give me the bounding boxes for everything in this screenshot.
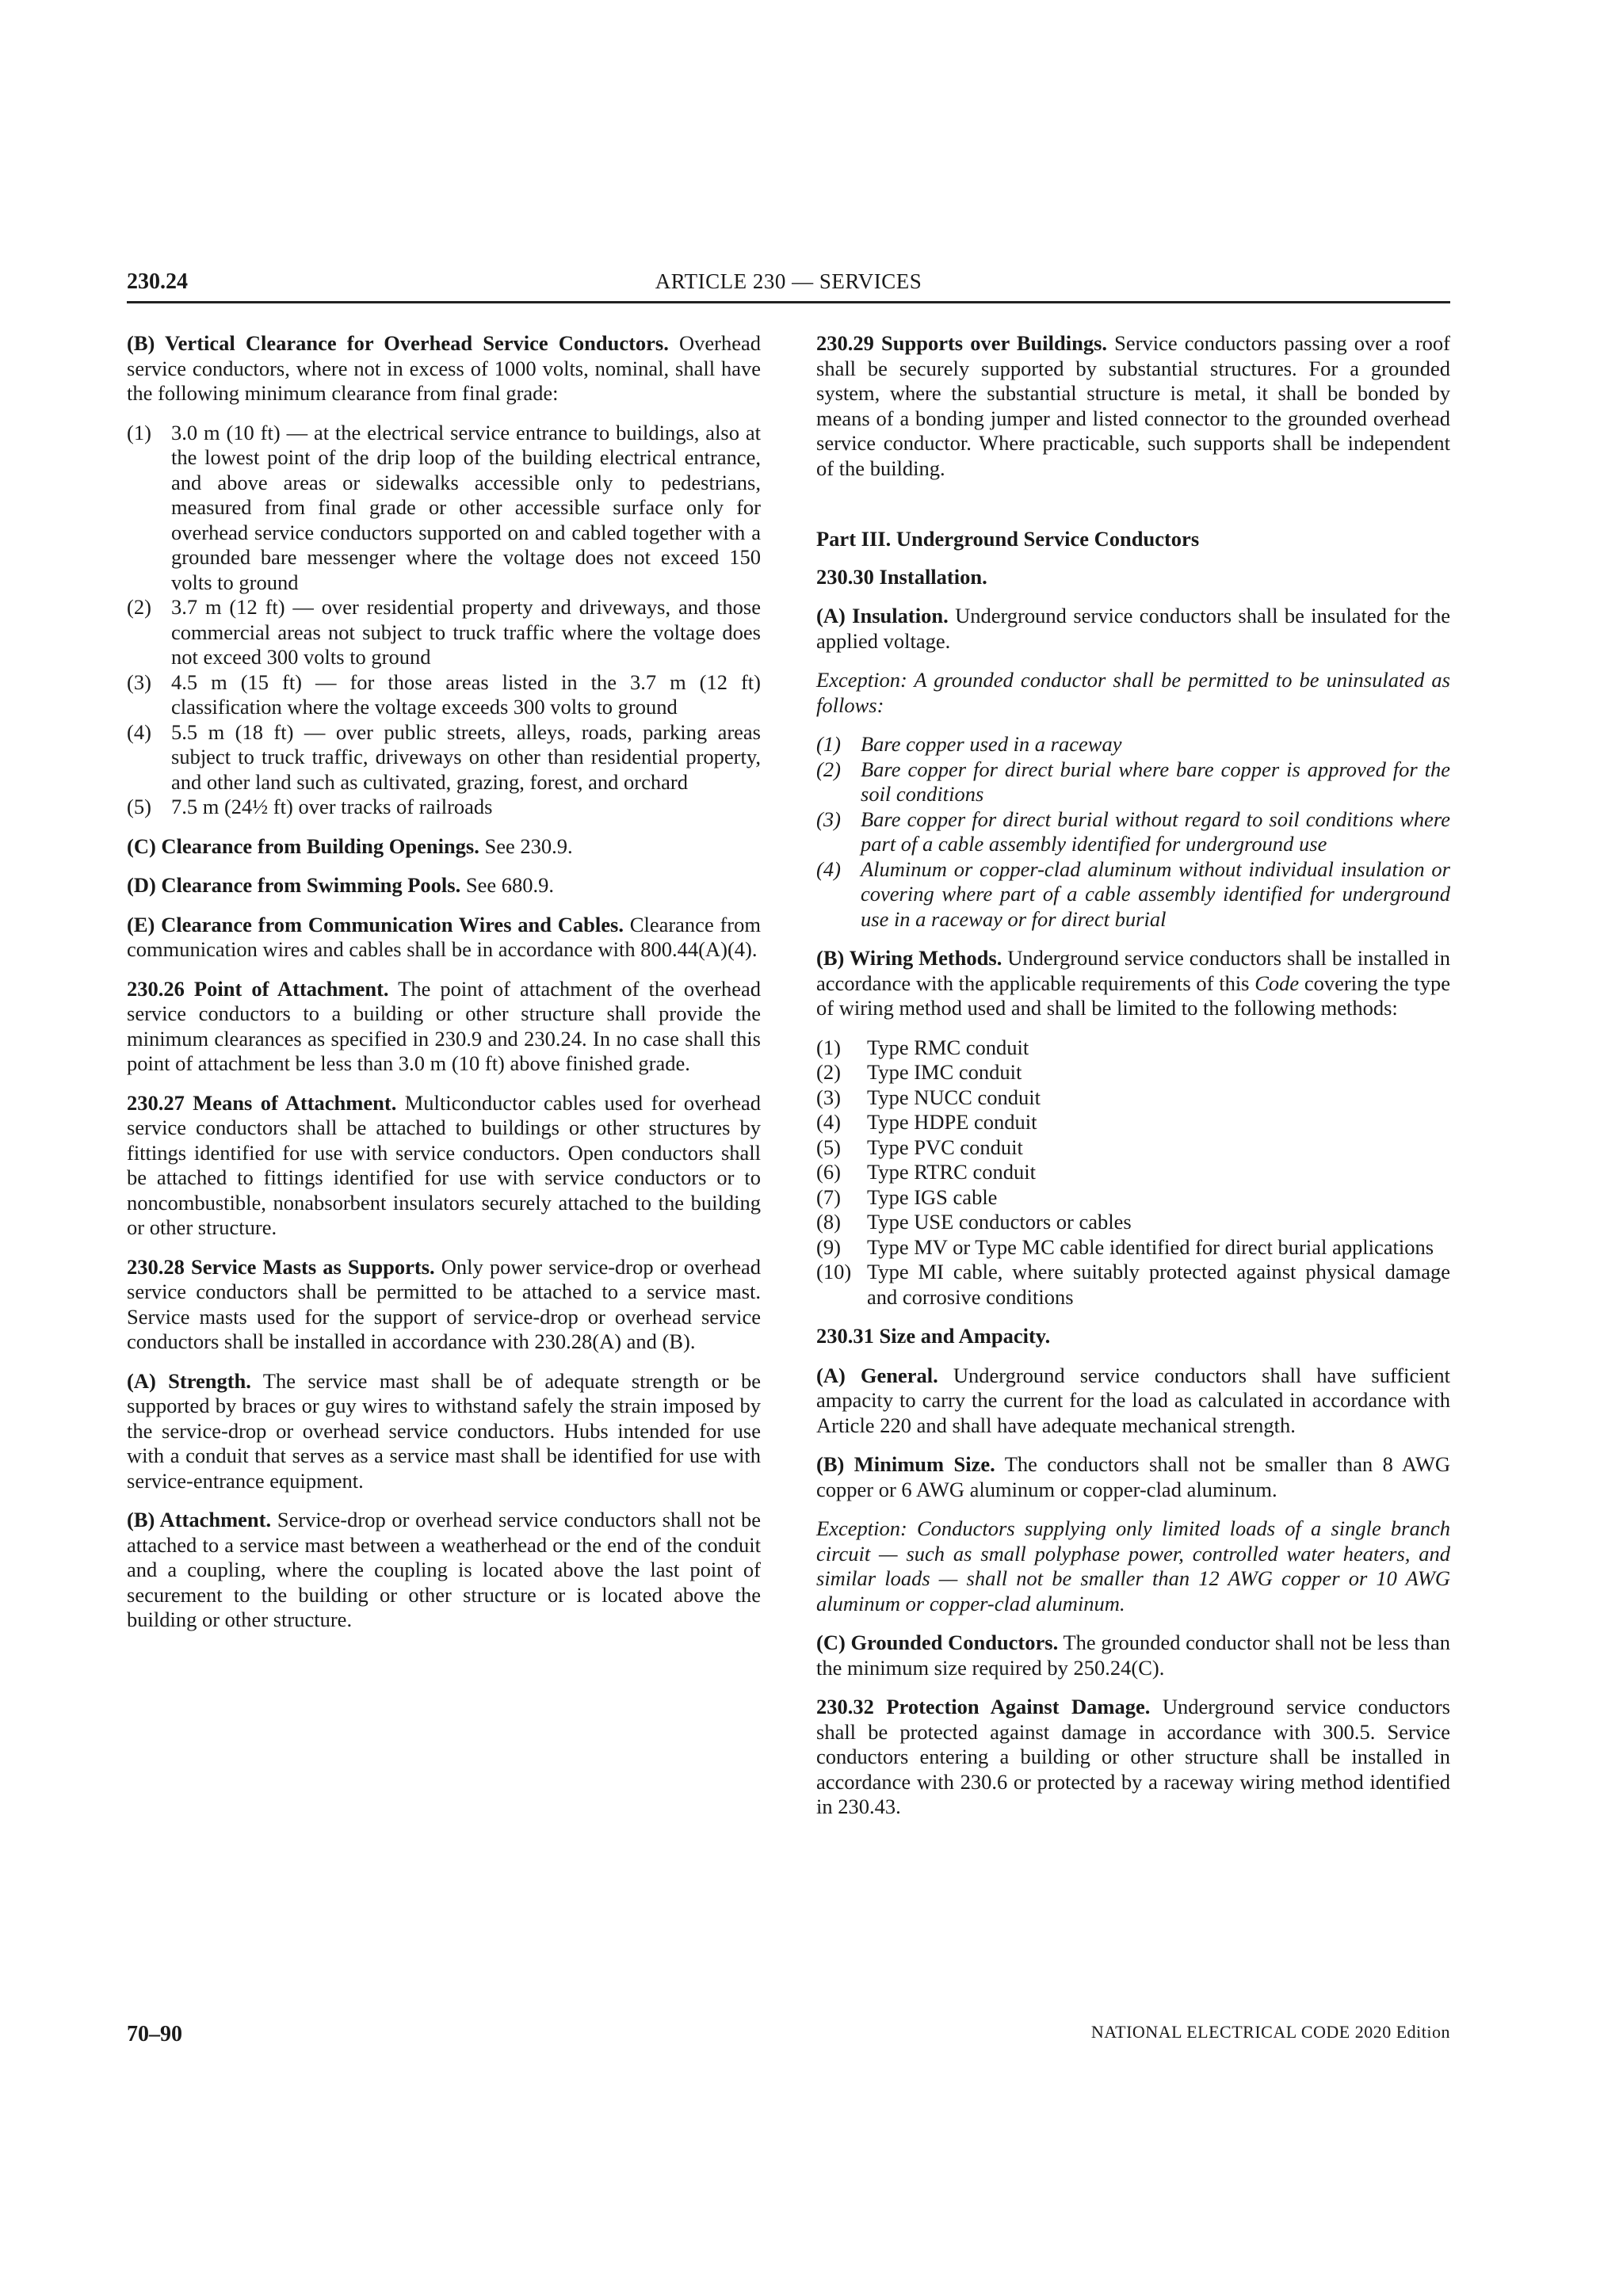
list-item <box>816 857 1450 933</box>
list-number: (3) <box>816 1085 841 1109</box>
list-text: Type IGS cable <box>867 1184 998 1209</box>
heading-230-24-b: (B) Vertical Clearance for Overhead Service Conductors. <box>127 331 669 355</box>
list-number: (2) <box>816 757 841 781</box>
heading-230-31-a: (A) General. <box>816 1363 938 1387</box>
list-item <box>127 670 761 720</box>
heading-230-29: 230.29 Supports over Buildings. <box>816 331 1108 355</box>
heading-230-30: 230.30 Installation. <box>816 564 987 589</box>
text-230-27: Multiconductor cables used for overhead service conductors shall be attached to buildings or other structures by fittings identified for use with service conductors. Open conductors shall be attached to fittings identified for use with service conductors or to noncombustible, nonabsorbent insulators securely attached to the building or other structure. <box>127 1090 761 1239</box>
list-text: Type USE conductors or cables <box>867 1210 1132 1234</box>
text-230-24-d: See 680.9. <box>465 873 554 897</box>
list-number: (5) <box>127 795 151 818</box>
list-number: (7) <box>816 1184 841 1209</box>
list-item <box>816 1085 1450 1111</box>
list-text: Type HDPE conduit <box>867 1110 1037 1134</box>
list-number: (1) <box>816 1035 841 1059</box>
paragraph-230-24-d <box>127 873 761 898</box>
heading-230-24-c: (C) Clearance from Building Openings. <box>127 833 479 858</box>
list-text: 3.7 m (12 ft) — over residential property and driveways, and those commercial areas not subject to truck traffic where the voltage does not exceed 300 volts to ground <box>171 595 761 669</box>
text-230-26: The point of attachment of the overhead service conductors to a building or other structure shall provide the minimum clearances as specified in 230.9 and 230.24. In no case shall this point of attachment be less than 3.0 m (10 ft) above finished grade. <box>127 976 761 1075</box>
list-item <box>127 795 761 820</box>
text-230-24-b: Overhead service conductors, where not in excess of 1000 volts, nominal, shall have the following minimum clearance from final grade: <box>127 331 761 405</box>
list-item <box>816 1210 1450 1235</box>
wiring-methods-list <box>816 1035 1450 1310</box>
heading-230-26: 230.26 Point of Attachment. <box>127 976 389 1001</box>
clearance-list <box>127 421 761 820</box>
list-text: Type MI cable, where suitably protected against physical damage and corrosive conditions <box>867 1260 1450 1309</box>
header-article-title: ARTICLE 230 — SERVICES <box>655 269 922 293</box>
text-230-28-b: Service-drop or overhead service conductors shall not be attached to a service mast between a weatherhead or the end of the conduit and a coupling, where the coupling is located above the last point of securement to the building or other structure or is located above the building or other structure. <box>127 1508 761 1631</box>
list-item <box>816 1235 1450 1261</box>
text-230-32: Underground service conductors shall be protected against damage in accordance with 300.5. Service conductors entering a building or other structure shall be installed in accordance with 230.6 or protected by a raceway wiring method identified in 230.43. <box>816 1695 1450 1818</box>
list-item <box>816 1260 1450 1310</box>
header-rule <box>127 301 1450 303</box>
heading-230-24-d: (D) Clearance from Swimming Pools. <box>127 873 461 897</box>
list-number: (4) <box>816 1110 841 1134</box>
paragraph-230-30-a <box>816 604 1450 654</box>
heading-230-24-e: (E) Clearance from Communication Wires and Cables. <box>127 912 624 936</box>
exception-list <box>816 732 1450 932</box>
heading-230-28-a: (A) Strength. <box>127 1368 251 1393</box>
right-column <box>816 331 1450 1834</box>
list-item <box>127 720 761 795</box>
left-column <box>127 331 761 1647</box>
list-number: (2) <box>816 1060 841 1084</box>
list-number: (2) <box>127 595 151 619</box>
exception-230-30-a: Exception: A grounded conductor shall be permitted to be uninsulated as follows: <box>816 668 1450 717</box>
list-text: Type PVC conduit <box>867 1135 1023 1159</box>
paragraph-230-30-b <box>816 946 1450 1021</box>
heading-230-31: 230.31 Size and Ampacity. <box>816 1324 1051 1348</box>
list-text: Type IMC conduit <box>867 1060 1022 1084</box>
list-item <box>816 1035 1450 1061</box>
list-item <box>816 1185 1450 1211</box>
list-number: (5) <box>816 1135 841 1159</box>
paragraph-230-27 <box>127 1091 761 1241</box>
paragraph-230-28-a <box>127 1369 761 1494</box>
text-230-30-b-part1: Underground service conductors shall be installed in accordance with the applicable requirements of this <box>816 946 1451 995</box>
text-230-24-c: See 230.9. <box>484 833 573 858</box>
list-number: (10) <box>816 1260 852 1283</box>
list-item <box>127 421 761 596</box>
text-230-31-a: Underground service conductors shall have sufficient ampacity to carry the current for the load as calculated in accordance with Article 220 and shall have adequate mechanical strength. <box>816 1363 1450 1437</box>
paragraph-230-31-c <box>816 1630 1450 1680</box>
heading-230-28-b: (B) Attachment. <box>127 1508 272 1531</box>
list-number: (6) <box>816 1160 841 1184</box>
list-item <box>816 1110 1450 1135</box>
edition-label: NATIONAL ELECTRICAL CODE 2020 Edition <box>1090 2022 1450 2042</box>
list-item <box>127 595 761 670</box>
list-item <box>816 1160 1450 1185</box>
list-item <box>816 757 1450 807</box>
list-text: Type MV or Type MC cable identified for direct burial applications <box>867 1234 1434 1259</box>
text-230-30-a: Underground service conductors shall be insulated for the applied voltage. <box>816 604 1451 653</box>
text-230-29: Service conductors passing over a roof shall be securely supported by substantial structures. For a grounded system, where the substantial structure is metal, it shall be bonded by means of a bonding jumper and listed connector to the grounded overhead service conductor. Where practicable, such supports shall be independent of the building. <box>816 331 1451 480</box>
list-text: Bare copper for direct burial without regard to soil conditions where part of a cable assembly identified for underground use <box>861 807 1450 856</box>
paragraph-230-32 <box>816 1695 1450 1820</box>
text-230-30-b-part2: covering the type of wiring method used and shall be limited to the following methods: <box>816 971 1451 1020</box>
list-number: (4) <box>127 719 151 744</box>
list-text: 7.5 m (24½ ft) over tracks of railroads <box>171 795 493 818</box>
paragraph-230-26 <box>127 977 761 1077</box>
list-item <box>816 1135 1450 1161</box>
part-heading: Part III. Underground Service Conductors <box>816 527 1200 551</box>
text-230-28: Only power service-drop or overhead service conductors shall be permitted to be attached to a service mast. Service masts used for the support of service-drop or overhead service conductors shall be installed in accordance with 230.28(A) and (B). <box>127 1254 762 1353</box>
paragraph-230-31-b <box>816 1452 1450 1502</box>
paragraph-230-24-c <box>127 834 761 860</box>
page-footer <box>127 2022 1450 2054</box>
text-230-28-a: The service mast shall be of adequate strength or be supported by braces or guy wires to withstand safely the strain imposed by the service-drop or overhead service conductors. Hubs intended for use with a conduit that serves as a service mast shall be identified for use with service-entrance equipment. <box>127 1368 761 1493</box>
code-reference: Code <box>1254 971 1300 995</box>
heading-230-30-b: (B) Wiring Methods. <box>816 946 1002 970</box>
list-item <box>816 807 1450 857</box>
list-text: 5.5 m (18 ft) — over public streets, alleys, roads, parking areas subject to truck traffic, driveways on other than residential property, and other land such as cultivated, grazing, forest, and orchard <box>171 719 761 794</box>
list-text: Aluminum or copper-clad aluminum without individual insulation or covering where part of a cable assembly identified for underground use in a raceway or for direct burial <box>861 856 1450 931</box>
list-number: (4) <box>816 856 841 881</box>
heading-230-32: 230.32 Protection Against Damage. <box>816 1695 1151 1718</box>
list-text: Type RTRC conduit <box>867 1160 1036 1184</box>
list-text: Type RMC conduit <box>867 1035 1029 1059</box>
list-text: 3.0 m (10 ft) — at the electrical service entrance to buildings, also at the lowest point of the drip loop of the building electrical entrance, and above areas or sidewalks accessible only to pedestrians, measured from final grade or other accessible surface only for overhead service conductors supported on and cabled together with a grounded bare messenger where the voltage does not exceed 150 volts to ground <box>171 420 761 594</box>
list-number: (9) <box>816 1234 841 1259</box>
paragraph-230-29 <box>816 331 1450 481</box>
list-item <box>816 732 1450 757</box>
list-text: Type NUCC conduit <box>867 1085 1041 1109</box>
list-text: 4.5 m (15 ft) — for those areas listed in the 3.7 m (12 ft) classification where the voltage exceeds 300 volts to ground <box>171 669 761 719</box>
text-230-31-c: The grounded conductor shall not be less than the minimum size required by 250.24(C). <box>816 1630 1450 1680</box>
paragraph-230-28 <box>127 1255 761 1355</box>
list-number: (1) <box>816 732 841 756</box>
text-230-31-b: The conductors shall not be smaller than 8 AWG copper or 6 AWG aluminum or copper-clad aluminum. <box>816 1452 1450 1501</box>
list-number: (1) <box>127 420 151 444</box>
heading-230-30-a: (A) Insulation. <box>816 604 949 627</box>
paragraph-230-31-a <box>816 1363 1450 1439</box>
header-section-number: 230.24 <box>127 269 188 294</box>
list-number: (8) <box>816 1210 841 1234</box>
exception-230-31-b: Exception: Conductors supplying only limited loads of a single branch circuit — such as small polyphase power, controlled water heaters, and similar loads — shall not be smaller than 12 AWG copper or 10 AWG aluminum or copper-clad aluminum. <box>816 1516 1450 1615</box>
heading-230-28: 230.28 Service Masts as Supports. <box>127 1254 435 1279</box>
heading-230-31-b: (B) Minimum Size. <box>816 1452 995 1476</box>
paragraph-230-24-b <box>127 331 761 406</box>
paragraph-230-28-b <box>127 1508 761 1633</box>
page-header <box>127 269 1450 301</box>
list-text: Bare copper for direct burial where bare copper is approved for the soil conditions <box>861 757 1450 806</box>
heading-230-31-c: (C) Grounded Conductors. <box>816 1630 1059 1654</box>
heading-230-27: 230.27 Means of Attachment. <box>127 1090 397 1115</box>
paragraph-230-24-e <box>127 913 761 963</box>
list-text: Bare copper used in a raceway <box>861 732 1122 756</box>
list-item <box>816 1060 1450 1085</box>
text-230-24-e: Clearance from communication wires and cables shall be in accordance with 800.44(A)(4). <box>127 912 761 961</box>
list-number: (3) <box>816 807 841 831</box>
page-number: 70–90 <box>127 2022 182 2046</box>
list-number: (3) <box>127 669 151 694</box>
